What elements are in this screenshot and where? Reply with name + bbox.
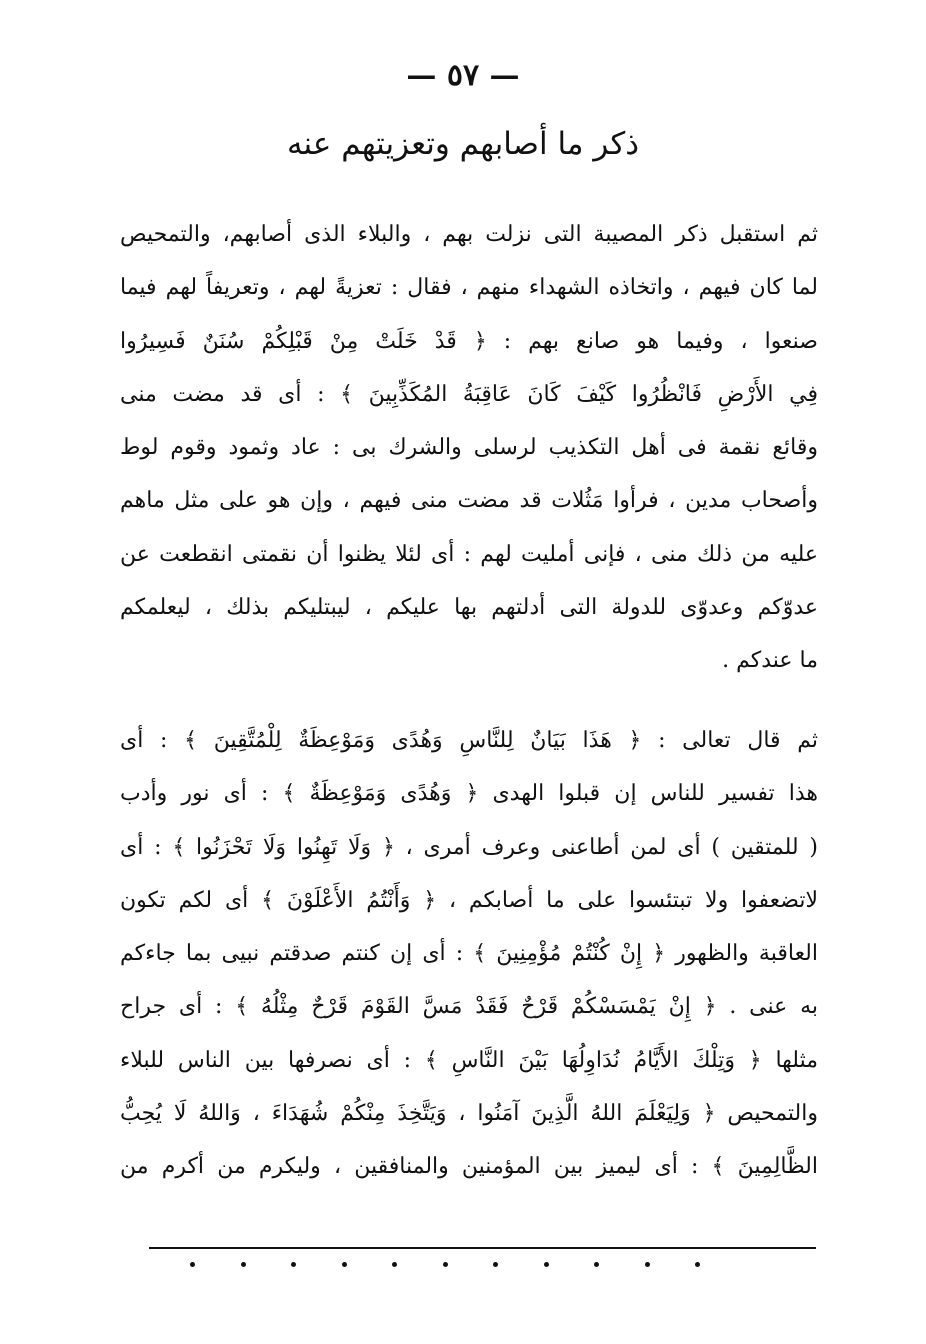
text-line: هذا تفسير للناس إن قبلوا الهدى ﴿ وَهُدًى وَمَوْعِظَةٌ ﴾ : أى نور وأدب bbox=[120, 781, 818, 807]
text-line: والتمحيص ﴿ وَلِيَعْلَمَ اللهُ الَّذِينَ آمَنُوا ، وَيَتَّخِذَ مِنْكُمْ شُهَدَاءَ ، وَاللهُ لَا يُحِبُّ bbox=[120, 1101, 818, 1127]
text-line: مثلها ﴿ وَتِلْكَ الأَيَّامُ نُدَاوِلُهَا بَيْنَ النَّاسِ ﴾ : أى نصرفها بين الناس للبلاء bbox=[120, 1047, 818, 1073]
text-line: ثم استقبل ذكر المصيبة التى نزلت بهم ، والبلاء الذى أصابهم، والتمحيص bbox=[120, 222, 818, 247]
paragraph-2 bbox=[120, 714, 818, 1194]
text-line: به عنى . ﴿ إِنْ يَمْسَسْكُمْ قَرْحٌ فَقَدْ مَسَّ القَوْمَ قَرْحٌ مِثْلُهُ ﴾ : أى جراح bbox=[120, 994, 818, 1020]
section-heading: ذكر ما أصابهم وتعزيتهم عنه bbox=[286, 126, 640, 162]
footer-rule bbox=[149, 1247, 816, 1249]
text-line: صنعوا ، وفيما هو صانع بهم : ﴿ قَدْ خَلَتْ مِنْ قَبْلِكُمْ سُنَنٌ فَسِيرُوا bbox=[120, 328, 818, 354]
dot bbox=[443, 1262, 448, 1267]
dot bbox=[695, 1262, 700, 1267]
page-number: — ٥٧ — bbox=[406, 58, 520, 93]
dot bbox=[342, 1262, 347, 1267]
text-line: فِي الأَرْضِ فَانْظُرُوا كَيْفَ كَانَ عَاقِبَةُ المُكَذِّبِينَ ﴾ : أى قد مضت منى bbox=[120, 381, 818, 407]
dot bbox=[291, 1262, 296, 1267]
text-line: عليه من ذلك منى ، فإنى أمليت لهم : أى لئلا يظنوا أن نقمتى انقطعت عن bbox=[120, 541, 818, 567]
text-line: وأصحاب مدين ، فرأوا مَثُلات قد مضت منى فيهم ، وإن هو على مثل ماهم bbox=[120, 488, 818, 514]
dot bbox=[544, 1262, 549, 1267]
dot bbox=[392, 1262, 397, 1267]
dot bbox=[241, 1262, 246, 1267]
text-line: الظَّالِمِينَ ﴾ : أى ليميز بين المؤمنين والمنافقين ، وليكرم من أكرم من bbox=[120, 1154, 818, 1180]
text-line: وقائع نقمة فى أهل التكذيب لرسلى والشرك بى : عاد وثمود وقوم لوط bbox=[120, 435, 818, 461]
text-line: ما عندكم . bbox=[722, 648, 818, 674]
footer-dots bbox=[190, 1262, 700, 1267]
text-line: العاقبة والظهور ﴿ إِنْ كُنْتُمْ مُؤْمِنِينَ ﴾ : أى إن كنتم صدقتم نبيى بما جاءكم bbox=[120, 941, 818, 967]
dot bbox=[594, 1262, 599, 1267]
dot bbox=[493, 1262, 498, 1267]
dot bbox=[190, 1262, 195, 1267]
paragraph-1 bbox=[120, 208, 818, 688]
text-line: ( للمتقين ) أى لمن أطاعنى وعرف أمرى ، ﴿ وَلَا تَهِنُوا وَلَا تَحْزَنُوا ﴾ : أى bbox=[120, 834, 818, 860]
dot bbox=[645, 1262, 650, 1267]
text-line: ثم قال تعالى : ﴿ هَذَا بَيَانٌ لِلنَّاسِ وَهُدًى وَمَوْعِظَةٌ لِلْمُتَّقِينَ ﴾ : أى bbox=[120, 728, 818, 753]
text-line: لاتضعفوا ولا تبتئسوا على ما أصابكم ، ﴿ وَأَنْتُمُ الأَعْلَوْنَ ﴾ أى لكم تكون bbox=[120, 887, 818, 913]
text-line: لما كان فيهم ، واتخاذه الشهداء منهم ، فقال : تعزيةً لهم ، وتعريفاً لهم فيما bbox=[120, 275, 818, 301]
text-line: عدوّكم وعدوّى للدولة التى أدلتهم بها عليكم ، ليبتليكم بذلك ، ليعلمكم bbox=[120, 595, 818, 621]
